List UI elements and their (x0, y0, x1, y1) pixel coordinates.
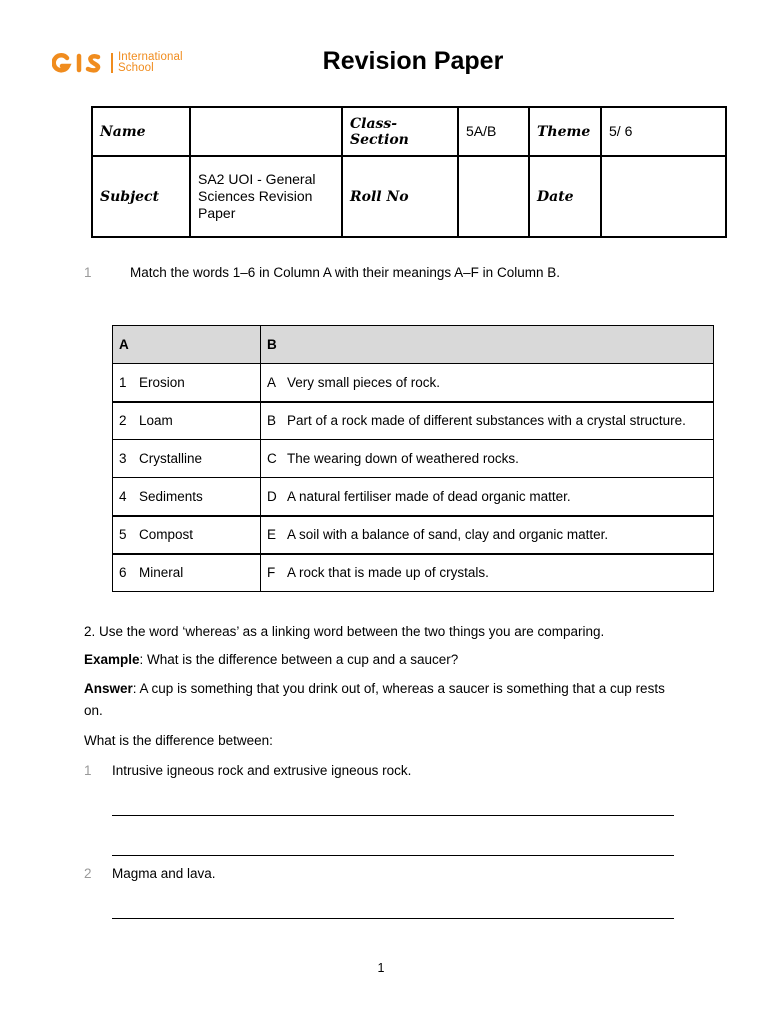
date-label: Date (529, 156, 601, 237)
page-title: Revision Paper (322, 47, 504, 75)
roll-no-field[interactable] (458, 156, 529, 237)
question-2-number: 2. (84, 624, 96, 639)
matching-table (112, 325, 714, 592)
answer-text: : A cup is something that you drink out of, whereas a saucer is something that a cup rests on. (84, 681, 665, 718)
b-letter: C (267, 451, 277, 466)
question-1 (84, 265, 560, 280)
a-number: 4 (119, 488, 127, 504)
a-word: Compost (139, 527, 194, 542)
question-1-number: 1 (84, 265, 92, 280)
sub-question-2-number: 2 (84, 866, 92, 881)
date-field[interactable] (601, 156, 726, 237)
answer-paragraph (84, 678, 684, 722)
table-row (113, 478, 714, 516)
gis-logo-mark-icon (52, 52, 108, 74)
page-number: 1 (377, 961, 385, 975)
sub-question-1-number: 1 (84, 763, 92, 778)
b-meaning: The wearing down of weathered rocks. (287, 451, 519, 466)
b-meaning: A rock that is made up of crystals. (287, 565, 489, 581)
b-meaning: A natural fertiliser made of dead organic matter. (287, 488, 571, 504)
question-2-instruction (84, 621, 604, 643)
answer-line-2[interactable] (112, 855, 674, 856)
subject-label: Subject (92, 156, 190, 237)
theme-value: 5/ 6 (601, 107, 726, 156)
b-meaning: Very small pieces of rock. (287, 374, 441, 390)
roll-no-label: Roll No (342, 156, 458, 237)
a-number: 6 (119, 565, 127, 581)
class-section-value: 5A/B (458, 107, 529, 156)
column-a-header: A (113, 326, 261, 364)
table-row (113, 554, 714, 592)
sub-question-2-text: Magma and lava. (112, 866, 216, 881)
class-section-label: Class-Section (342, 107, 458, 156)
a-number: 1 (119, 374, 127, 390)
question-1-text: Match the words 1–6 in Column A with their meanings A–F in Column B. (130, 265, 560, 280)
subject-value: SA2 UOI - General Sciences Revision Paper (190, 156, 342, 237)
a-word: Crystalline (139, 451, 203, 466)
a-word: Sediments (139, 488, 203, 504)
name-field[interactable] (190, 107, 342, 156)
difference-prompt: What is the difference between: (84, 733, 273, 748)
table-row (113, 402, 714, 440)
theme-label: Theme (529, 107, 601, 156)
table-row (113, 364, 714, 402)
logo-divider (111, 53, 113, 73)
name-label: Name (92, 107, 190, 156)
b-letter: D (267, 488, 277, 504)
logo-line-2: School (118, 62, 154, 74)
b-letter: F (267, 565, 276, 581)
a-word: Erosion (139, 374, 185, 390)
example-paragraph (84, 649, 458, 671)
school-logo (52, 50, 197, 78)
answer-line-1[interactable] (112, 815, 674, 816)
sub-question-1-text: Intrusive igneous rock and extrusive igneous rock. (112, 763, 412, 778)
a-word: Loam (139, 413, 173, 429)
a-number: 2 (119, 413, 127, 429)
b-letter: A (267, 374, 277, 390)
table-row (113, 516, 714, 554)
answer-line-3[interactable] (112, 918, 674, 919)
b-meaning: Part of a rock made of different substances with a crystal structure. (287, 413, 686, 429)
logo-text (118, 52, 183, 74)
question-2-text: Use the word ‘whereas’ as a linking word between the two things you are comparing. (99, 624, 605, 639)
a-word: Mineral (139, 565, 184, 581)
b-meaning: A soil with a balance of sand, clay and organic matter. (287, 527, 609, 542)
logo-line-1: International (118, 51, 183, 63)
a-number: 5 (119, 527, 127, 542)
a-number: 3 (119, 451, 127, 466)
column-b-header: B (261, 326, 714, 364)
b-letter: E (267, 527, 277, 542)
example-label: Example (84, 652, 140, 667)
example-text: : What is the difference between a cup and a saucer? (139, 652, 459, 667)
student-info-table (91, 106, 727, 238)
table-row (113, 440, 714, 478)
b-letter: B (267, 413, 277, 429)
answer-label: Answer (84, 681, 133, 696)
